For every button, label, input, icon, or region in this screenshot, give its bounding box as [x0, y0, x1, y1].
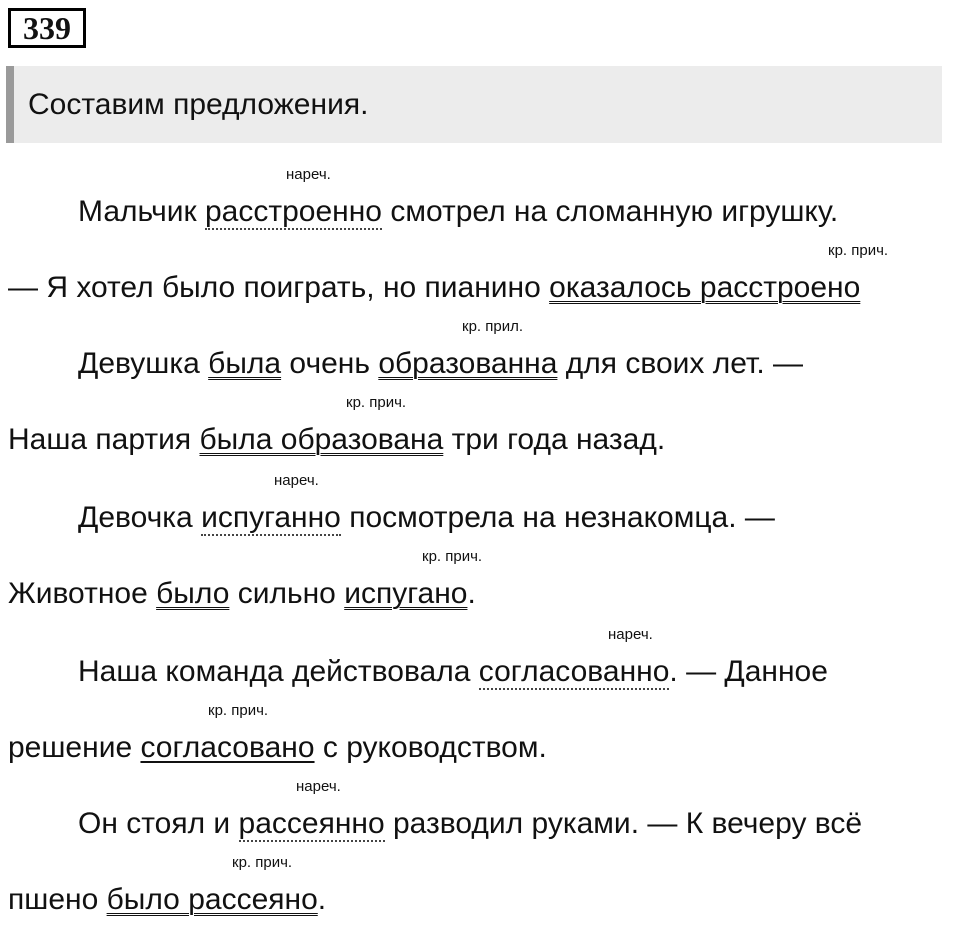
- sentence-line: [8, 882, 326, 918]
- adverb-word: согласованно: [478, 655, 670, 688]
- sentence-line: [8, 576, 476, 612]
- sentence-line: [8, 730, 547, 766]
- adverb-word: испуганно: [201, 501, 341, 534]
- predicate-word: была: [208, 347, 282, 380]
- text-segment: сильно: [229, 577, 345, 610]
- text-segment: . — Данное: [669, 655, 828, 688]
- annotation-short-participle: кр. прич.: [346, 394, 407, 411]
- text-segment: Мальчик: [78, 195, 205, 228]
- adverb-word: расстроенно: [205, 195, 382, 228]
- predicate-word: было: [156, 577, 230, 610]
- text-segment: Девушка: [78, 347, 209, 380]
- text-segment: очень: [281, 347, 379, 380]
- annotation-short-adjective: кр. прил.: [462, 318, 524, 335]
- sentence-line: [78, 654, 828, 690]
- text-segment: с руководством.: [314, 731, 547, 764]
- text-segment: Он стоял и: [78, 807, 239, 840]
- predicate-word: испугано: [344, 577, 468, 610]
- text-segment: Наша команда действовала: [78, 655, 479, 688]
- predicate-phrase: оказалось расстроено: [549, 271, 861, 304]
- text-segment: Животное: [8, 577, 157, 610]
- annotation-short-participle: кр. прич.: [208, 702, 269, 719]
- text-segment: Девочка: [78, 501, 202, 534]
- exercise-number: 339: [8, 8, 86, 48]
- text-segment: решение: [8, 731, 141, 764]
- predicate-word: согласовано: [140, 731, 315, 764]
- annotation-short-participle: кр. прич.: [828, 242, 889, 259]
- sentence-line: [78, 194, 838, 230]
- annotation-adverb: нареч.: [608, 626, 653, 643]
- text-segment: пшено: [8, 883, 107, 916]
- text-segment: .: [317, 883, 327, 916]
- task-title: Составим предложения.: [28, 88, 369, 121]
- predicate-phrase: была образована: [199, 423, 444, 456]
- sentence-line: [78, 806, 862, 842]
- text-segment: для своих лет. —: [557, 347, 804, 380]
- text-segment: — Я хотел было поиграть, но пианино: [8, 271, 550, 304]
- annotation-adverb: нареч.: [296, 778, 341, 795]
- annotation-adverb: нареч.: [286, 166, 331, 183]
- sentence-line: [78, 346, 803, 382]
- text-segment: смотрел на сломанную игрушку.: [381, 195, 839, 228]
- text-segment: .: [467, 577, 476, 610]
- annotation-short-participle: кр. прич.: [232, 854, 293, 871]
- sentence-line: [8, 422, 665, 458]
- annotation-adverb: нареч.: [274, 472, 319, 489]
- adverb-word: рассеянно: [238, 807, 385, 840]
- predicate-word: образованна: [378, 347, 558, 380]
- text-segment: посмотрела на незнакомца. —: [340, 501, 775, 534]
- sentence-line: [78, 500, 775, 536]
- annotation-short-participle: кр. прич.: [422, 548, 483, 565]
- text-segment: разводил руками. — К вечеру всё: [384, 807, 863, 840]
- predicate-phrase: было рассеяно: [106, 883, 318, 916]
- sentence-line: [8, 270, 860, 306]
- task-banner: [6, 66, 942, 143]
- text-segment: три года назад.: [443, 423, 666, 456]
- text-segment: Наша партия: [8, 423, 200, 456]
